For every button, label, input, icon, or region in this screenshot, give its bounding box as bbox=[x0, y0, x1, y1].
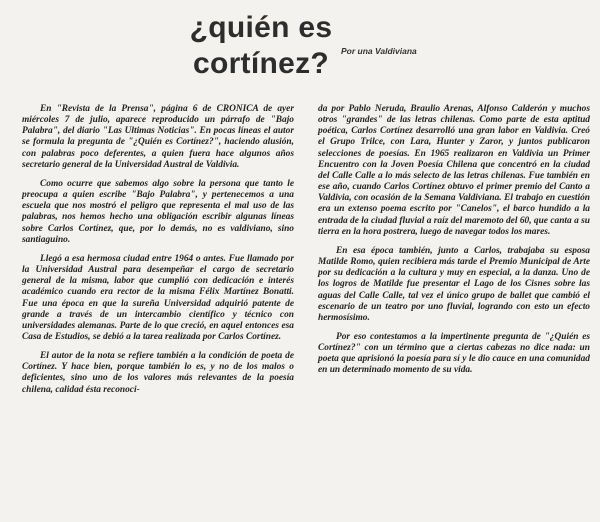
headline bbox=[186, 10, 336, 82]
byline: Por una Valdiviana bbox=[341, 46, 417, 56]
paragraph: El autor de la nota se refiere también a la condición de poeta de Cortínez. Y hace bien, porque también lo es, y no de los malos o deficientes, sino uno de los valores más relevantes de la poesía chilena, calidad ésta reconoci- bbox=[22, 351, 294, 395]
column-right bbox=[318, 104, 590, 404]
paragraph: Llegó a esa hermosa ciudad entre 1964 o antes. Fue llamado por la Universidad Austral para desempeñar el cargo de secretario general de la misma, labor que cumplió con dedicación e interés académico cuando era rector de la misma Félix Martínez Bonatti. Fue una época en que la sureña Universidad adquirió patente de grande a través de un intercambio científico y técnico con universidades alemanas. Parte de lo que creció, en aquel entonces esa Casa de Estudios, se debió a la tarea realizada por Carlos Cortínez. bbox=[22, 253, 294, 342]
article-header bbox=[8, 6, 592, 102]
paragraph: En esa época también, junto a Carlos, trabajaba su esposa Matilde Romo, quien recibiera más tarde el Premio Municipal de Arte por su dedicación a la cultura y muy en especial, a la danza. Uno de los logros de Matilde fue presentar el Lago de los Cisnes sobre las aguas del Calle Calle, tal vez el único grupo de ballet que cambió el escenario de un teatro por uno fluvial, logrando con esto un efecto hermosísimo. bbox=[318, 245, 590, 323]
headline-line-1: ¿quién es bbox=[189, 11, 333, 44]
paragraph: Por eso contestamos a la impertinente pregunta de "¿Quién es Cortínez?" con un término que a ciertas cabezas no dice nada: un poeta que aprisionó la poesía para sí y le dio cauce en una comunidad en un determinado momento de su vida. bbox=[318, 331, 590, 376]
paragraph: En "Revista de la Prensa", página 6 de CRONICA de ayer miércoles 7 de julio, aparece reproducido un párrafo de "Bajo Palabra", del diario "Las Ultimas Noticias". En pocas líneas el autor se formula la pregunta de "¿Quién es Cortínez?", haciendo alusión, con palabras poco deferentes, a quien fuera hace algunos años secretario general de la Universidad Austral de Valdivia. bbox=[22, 104, 294, 170]
headline-line-2: cortínez? bbox=[192, 47, 330, 80]
paragraph: Como ocurre que sabemos algo sobre la persona que tanto le preocupa a quien escribe "Bajo Palabra", y pertenecemos a una escuela que nos mostró el peligro que representa el mal uso de las palabras, nos hemos hecho una obligación escribir algunas líneas sobre Carlos Cortínez, que, por lo demás, no es valdiviano, sino santiaguino. bbox=[22, 178, 294, 245]
article-body bbox=[22, 104, 590, 404]
column-left bbox=[22, 104, 294, 404]
paragraph-continued: da por Pablo Neruda, Braulio Arenas, Alfonso Calderón y muchos otros "grandes" de las letras chilenas. Como parte de esta aptitud poética, Carlos Cortínez desarrolló una gran labor en Valdivia. Creó el Grupo Trilce, con Lara, Hunter y Zaror, y juntos publicaron selecciones de poesías. En 1965 realizaron en Valdivia un Primer Encuentro con la Joven Poesía Chilena que concentró en la ciudad del Calle Calle a lo más selecto de las letras chilenas. Fue también en ese año, cuando Carlos Cortínez obtuvo el primer premio del Canto a Valdivia, con ocasión de la Semana Valdiviana. El trabajo en cuestión era un extenso poema escrito por "Canelos", el barco hundido a la entrada de la ciudad fluvial a raíz del maremoto del 60, que canta a su tierra en la hora postrera, luego de navegar todos los mares. bbox=[318, 104, 590, 237]
